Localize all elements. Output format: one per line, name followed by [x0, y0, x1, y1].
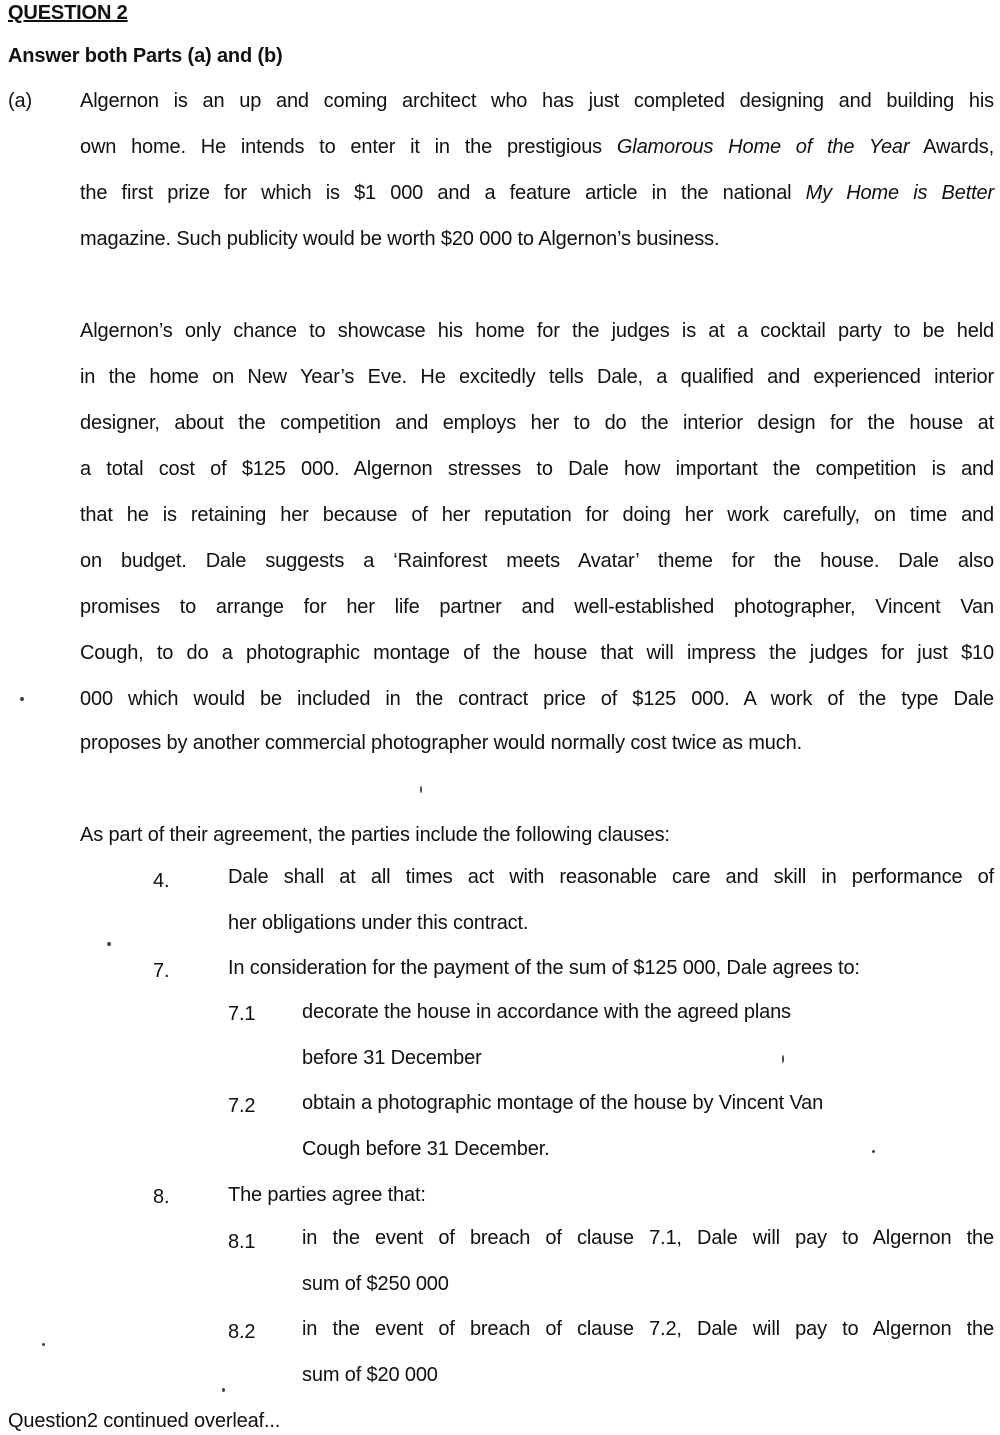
scan-speck [872, 1150, 875, 1153]
clause-text: Dale shall at all times act with reasonable care and skill in performance of [228, 866, 994, 888]
paragraph-line: on budget. Dale suggests a ‘Rainforest meets Avatar’ theme for the house. Dale also [80, 550, 994, 572]
scan-speck [782, 1055, 784, 1063]
magazine-name: My Home is Better [805, 182, 995, 204]
scan-speck [42, 1343, 45, 1346]
paragraph-line: Algernon is an up and coming architect who has just completed designing and building his [80, 90, 994, 112]
subclause-number: 8.1 [228, 1231, 256, 1253]
clause-number: 4. [153, 870, 170, 892]
subclause-number: 7.2 [228, 1095, 256, 1117]
clause-number: 8. [153, 1186, 170, 1208]
instruction-heading: Answer both Parts (a) and (b) [8, 45, 283, 67]
text-run: Awards, [909, 136, 994, 158]
clause-number: 7. [153, 960, 170, 982]
paragraph-line: promises to arrange for her life partner and well-established photographer, Vincent Van [80, 596, 994, 618]
text-run: own home. He intends to enter it in the prestigious [80, 136, 617, 158]
paragraph-line: that he is retaining her because of her reputation for doing her work carefully, on time and [80, 504, 994, 526]
clause-text: In consideration for the payment of the sum of $125 000, Dale agrees to: [228, 957, 860, 979]
scan-speck [420, 786, 422, 793]
scan-speck [107, 942, 111, 946]
continued-note: Question2 continued overleaf... [8, 1410, 281, 1432]
paragraph-line: a total cost of $125 000. Algernon stresses to Dale how important the competition is and [80, 458, 994, 480]
subclause-text: before 31 December [302, 1047, 482, 1069]
paragraph-line: Cough, to do a photographic montage of the house that will impress the judges for just $10 [80, 642, 994, 664]
paragraph-line [80, 136, 994, 159]
subclause-text: decorate the house in accordance with the agreed plans [302, 1001, 791, 1023]
clause-text: her obligations under this contract. [228, 912, 529, 934]
subclause-text: Cough before 31 December. [302, 1138, 550, 1160]
paragraph-line: 000 which would be included in the contract price of $125 000. A work of the type Dale [80, 688, 994, 710]
part-a-label: (a) [8, 90, 32, 112]
text-run: the first prize for which is $1 000 and a feature article in the national [80, 182, 806, 204]
paragraph-line: in the home on New Year’s Eve. He excitedly tells Dale, a qualified and experienced interior [80, 366, 994, 388]
paragraph-line: Algernon’s only chance to showcase his home for the judges is at a cocktail party to be held [80, 320, 994, 342]
clauses-intro: As part of their agreement, the parties include the following clauses: [80, 824, 670, 846]
paragraph-line: magazine. Such publicity would be worth $20 000 to Algernon’s business. [80, 228, 720, 250]
question-title: QUESTION 2 [8, 2, 128, 24]
clause-text: The parties agree that: [228, 1184, 426, 1206]
paragraph-line [80, 182, 994, 205]
subclause-text: obtain a photographic montage of the house by Vincent Van [302, 1092, 824, 1114]
paragraph-line: designer, about the competition and employs her to do the interior design for the house at [80, 412, 994, 434]
award-name: Glamorous Home of the Year [616, 136, 910, 158]
subclause-text: sum of $250 000 [302, 1273, 449, 1295]
subclause-number: 7.1 [228, 1003, 256, 1025]
subclause-text: sum of $20 000 [302, 1364, 438, 1386]
paragraph-line: proposes by another commercial photographer would normally cost twice as much. [80, 732, 802, 754]
subclause-text: in the event of breach of clause 7.2, Dale will pay to Algernon the [302, 1318, 994, 1340]
scan-speck [222, 1388, 225, 1392]
subclause-text: in the event of breach of clause 7.1, Dale will pay to Algernon the [302, 1227, 994, 1249]
scan-speck [20, 697, 24, 701]
subclause-number: 8.2 [228, 1321, 256, 1343]
